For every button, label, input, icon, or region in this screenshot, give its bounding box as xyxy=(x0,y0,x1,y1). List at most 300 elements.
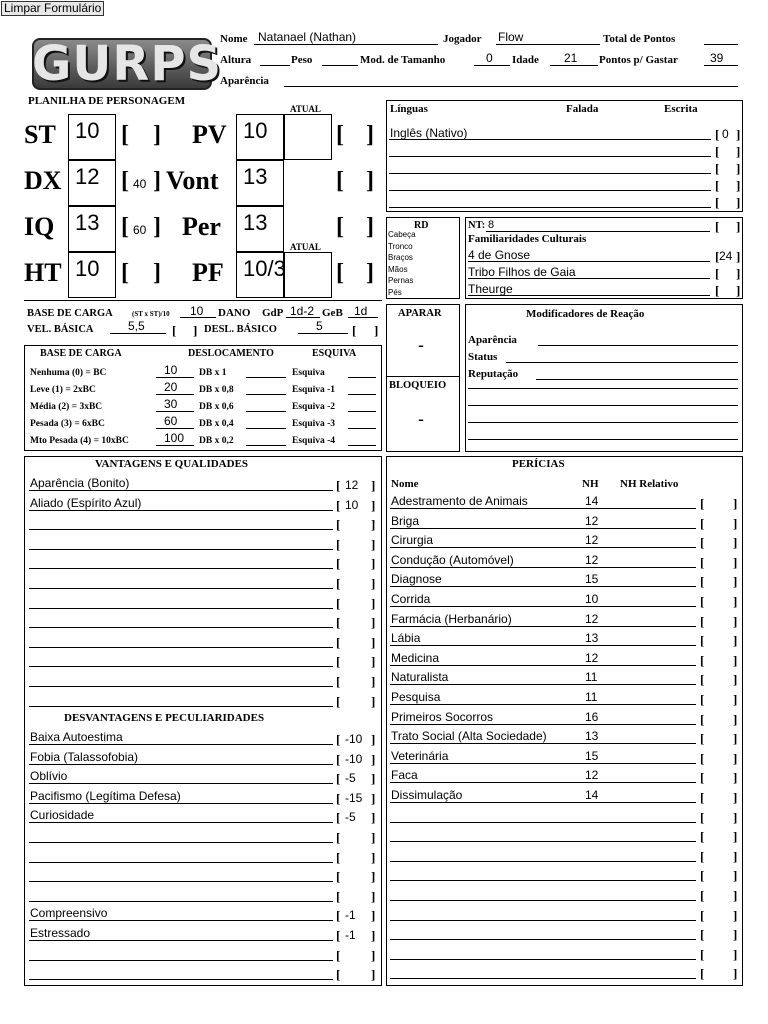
trait-cost[interactable]: -5 xyxy=(345,771,356,786)
attr-st-cost-open: [ xyxy=(121,122,129,148)
enc-row-label: Mto Pesada (4) = 10xBC xyxy=(30,436,129,446)
attr-dx-cost-open: [ xyxy=(121,168,129,194)
nt-cost-close: ] xyxy=(736,219,741,234)
skill-name: Briga xyxy=(391,513,420,528)
attr-st-value[interactable]: 10 xyxy=(68,114,116,160)
skill-cost-close: ] xyxy=(733,809,738,825)
culture-cost-open: [ xyxy=(715,249,720,264)
altura-field[interactable] xyxy=(260,53,290,66)
skill-cost-open: [ xyxy=(700,652,705,668)
peso-label: Peso xyxy=(291,54,313,66)
skill-cost-open: [ xyxy=(700,515,705,531)
trait-cost-close: ] xyxy=(371,732,376,747)
enc-row-esq-field[interactable] xyxy=(348,416,376,429)
trait-cost-open: [ xyxy=(336,556,341,572)
trait-name: Baixa Autoestima xyxy=(30,730,123,744)
gdp-value: 1d-2 xyxy=(290,304,315,318)
nome-value: Natanael (Nathan) xyxy=(258,30,357,44)
skill-name: Dissimulação xyxy=(391,788,463,802)
culture-cost-open: [ xyxy=(715,283,720,298)
skill-nh: 12 xyxy=(585,611,599,626)
trait-cost-open: [ xyxy=(336,790,341,806)
skill-cost-close: ] xyxy=(733,652,738,668)
skill-row[interactable] xyxy=(390,572,696,587)
trait-cost-close: ] xyxy=(371,536,376,552)
nt-cost-open: [ xyxy=(715,219,720,234)
skill-cost-close: ] xyxy=(733,829,738,845)
base-carga-field[interactable] xyxy=(180,305,216,318)
skill-row[interactable] xyxy=(390,631,696,646)
enc-row-esq: Esquiva xyxy=(292,368,325,378)
gdp-field[interactable] xyxy=(286,305,320,318)
culture-cost[interactable]: 24 xyxy=(719,249,733,263)
defenses-box xyxy=(386,304,460,452)
attr-pf-value[interactable]: 10/3 xyxy=(236,252,284,298)
skill-cost-close: ] xyxy=(733,613,738,629)
attr-pv-cost-open: [ xyxy=(336,122,344,148)
enc-row-db: DB x 0,2 xyxy=(199,436,234,446)
skill-cost-close: ] xyxy=(733,496,738,511)
vel-basica-label: VEL. BÁSICA xyxy=(27,324,94,335)
trait-cost-open: [ xyxy=(336,478,341,493)
mod-tamanho-field[interactable] xyxy=(474,53,510,66)
attr-iq-cost[interactable]: 60 xyxy=(133,223,147,237)
trait-row[interactable] xyxy=(29,828,333,843)
skill-cost-open: [ xyxy=(700,966,705,982)
skill-row[interactable] xyxy=(390,514,696,529)
trait-cost-close: ] xyxy=(371,595,376,611)
trait-cost-open: [ xyxy=(336,771,341,787)
trait-cost[interactable]: -5 xyxy=(345,810,356,825)
nt-value: 8 xyxy=(488,219,495,231)
skill-cost-close: ] xyxy=(733,594,738,609)
desl-cost-open: [ xyxy=(352,323,357,338)
culture-cost-close: ] xyxy=(736,266,741,281)
trait-row[interactable] xyxy=(29,613,333,628)
trait-row[interactable] xyxy=(29,672,333,687)
enc-row-desl-field[interactable] xyxy=(246,416,286,429)
skill-row[interactable] xyxy=(390,553,696,568)
vel-basica-field[interactable] xyxy=(110,321,166,334)
rd-part-label: Pernas xyxy=(388,276,414,285)
jogador-value: Flow xyxy=(498,30,524,44)
skill-nh: 12 xyxy=(585,513,599,528)
skill-row[interactable] xyxy=(390,533,696,548)
mod-tamanho-label: Mod. de Tamanho xyxy=(360,54,446,66)
total-label: Total de Pontos xyxy=(603,33,676,45)
skill-cost-open: [ xyxy=(700,594,705,609)
enc-row-value-text: 100 xyxy=(164,431,185,445)
reaction-field[interactable] xyxy=(536,367,738,380)
skills-header-nh: NH xyxy=(582,478,599,490)
skill-row[interactable] xyxy=(390,827,696,842)
altura-label: Altura xyxy=(220,54,252,66)
culture-name: Tribo Filhos de Gaia xyxy=(468,265,576,279)
skill-cost-close: ] xyxy=(733,692,738,707)
nome-label: Nome xyxy=(220,33,248,45)
skill-cost-open: [ xyxy=(700,692,705,707)
trait-cost-open: [ xyxy=(336,928,341,943)
skill-name: Veterinária xyxy=(391,748,449,763)
trait-cost[interactable]: -10 xyxy=(345,751,363,766)
reaction-label: Status xyxy=(468,351,498,363)
culture-name: 4 de Gnose xyxy=(468,248,531,262)
rd-part-label: Mãos xyxy=(388,264,408,274)
enc-row-value[interactable] xyxy=(156,382,194,395)
trait-row[interactable] xyxy=(29,750,333,765)
reaction-extra-line[interactable] xyxy=(468,405,738,406)
total-field[interactable] xyxy=(704,32,738,45)
skill-nh: 16 xyxy=(585,709,599,724)
trait-cost-close: ] xyxy=(371,790,376,806)
idade-value: 21 xyxy=(564,51,578,65)
enc-row-value[interactable] xyxy=(156,416,194,429)
language-row[interactable] xyxy=(389,143,711,157)
trait-row[interactable] xyxy=(29,730,333,745)
trait-cost-close: ] xyxy=(371,615,376,631)
trait-row[interactable] xyxy=(29,594,333,609)
skill-cost-open: [ xyxy=(700,868,705,884)
trait-cost-open: [ xyxy=(336,751,341,767)
trait-cost-open: [ xyxy=(336,967,341,983)
enc-row-esq: Esquiva -1 xyxy=(292,385,336,395)
skill-row[interactable] xyxy=(390,886,696,901)
idade-label: Idade xyxy=(512,54,539,66)
enc-row-db: DB x 0,8 xyxy=(199,385,234,395)
trait-cost-close: ] xyxy=(371,693,376,709)
trait-cost-open: [ xyxy=(336,869,341,885)
skill-name: Condução (Automóvel) xyxy=(391,552,514,567)
trait-cost-open: [ xyxy=(336,536,341,552)
enc-row-esq-field[interactable] xyxy=(348,399,376,412)
attr-vont-cost-open: [ xyxy=(336,168,344,194)
skill-row[interactable] xyxy=(390,964,696,979)
language-row[interactable] xyxy=(389,177,711,191)
enc-header-base: BASE DE CARGA xyxy=(40,348,122,359)
skill-row[interactable] xyxy=(390,651,696,666)
trait-cost-open: [ xyxy=(336,497,341,513)
reaction-extra-line[interactable] xyxy=(468,422,738,423)
skill-name: Diagnose xyxy=(391,572,442,587)
enc-row-db: DB x 1 xyxy=(199,368,227,378)
skill-cost-open: [ xyxy=(700,888,705,903)
skill-cost-open: [ xyxy=(700,574,705,590)
skill-row[interactable] xyxy=(390,612,696,627)
trait-cost-close: ] xyxy=(371,928,376,943)
skill-cost-close: ] xyxy=(733,946,738,962)
reaction-field[interactable] xyxy=(506,350,738,363)
skill-row[interactable] xyxy=(390,768,696,783)
language-row[interactable] xyxy=(389,194,711,208)
skill-cost-open: [ xyxy=(700,790,705,805)
enc-row-db: DB x 0,4 xyxy=(199,419,234,429)
trait-name: Fobia (Talassofobia) xyxy=(30,749,139,764)
skill-row[interactable] xyxy=(390,729,696,744)
rd-part-label: Cabeça xyxy=(388,230,416,239)
aparar-value[interactable]: - xyxy=(418,335,424,355)
languages-header-escrita: Escrita xyxy=(664,103,698,115)
trait-row[interactable] xyxy=(29,652,333,667)
skill-name: Farmácia (Herbanário) xyxy=(391,611,512,626)
trait-name: Estressado xyxy=(30,926,91,940)
mod-tamanho-value: 0 xyxy=(486,51,493,65)
enc-row-value[interactable] xyxy=(156,399,194,412)
enc-row-desl-field[interactable] xyxy=(246,399,286,412)
reaction-label: Reputação xyxy=(468,368,519,380)
attr-per-value[interactable]: 13 xyxy=(236,206,284,252)
enc-row-value[interactable] xyxy=(156,365,194,378)
trait-row[interactable] xyxy=(29,946,333,961)
geb-value: 1d xyxy=(354,304,368,318)
aparencia-field[interactable] xyxy=(284,74,738,87)
skill-nh: 10 xyxy=(585,592,599,606)
peso-field[interactable] xyxy=(322,53,358,66)
trait-cost-open: [ xyxy=(336,947,341,963)
skill-cost-close: ] xyxy=(733,770,738,786)
trait-cost-open: [ xyxy=(336,517,341,533)
attr-ht-label: HT xyxy=(24,258,62,287)
trait-cost[interactable]: -10 xyxy=(345,732,363,746)
enc-row-value[interactable] xyxy=(156,433,194,446)
trait-row[interactable] xyxy=(29,633,333,648)
reaction-title: Modificadores de Reação xyxy=(526,308,645,320)
base-carga-label: BASE DE CARGA xyxy=(27,308,113,319)
culture-row[interactable] xyxy=(468,282,710,296)
attr-iq-value[interactable]: 13 xyxy=(68,206,116,252)
desl-basico-field[interactable] xyxy=(298,321,348,334)
skill-cost-close: ] xyxy=(733,868,738,884)
bloqueio-label: BLOQUEIO xyxy=(389,380,447,391)
advantages-title: VANTAGENS E QUALIDADES xyxy=(95,458,249,470)
skill-cost-open: [ xyxy=(700,829,705,845)
nt-field[interactable] xyxy=(486,219,710,232)
trait-row[interactable] xyxy=(29,906,333,921)
skill-cost-close: ] xyxy=(733,907,738,923)
trait-row[interactable] xyxy=(29,769,333,784)
skill-cost-close: ] xyxy=(733,672,738,688)
skill-row[interactable] xyxy=(390,690,696,705)
enc-row-esq: Esquiva -2 xyxy=(292,402,336,412)
jogador-field[interactable] xyxy=(496,32,600,45)
culture-row[interactable] xyxy=(468,248,710,262)
trait-row[interactable] xyxy=(29,496,333,511)
reaction-extra-line[interactable] xyxy=(468,388,738,389)
skill-row[interactable] xyxy=(390,710,696,725)
pontos-gastar-field[interactable] xyxy=(704,53,738,66)
language-cost-close: ] xyxy=(736,127,741,142)
attr-dx-cost-close: ] xyxy=(153,168,161,194)
language-cost-close: ] xyxy=(736,144,741,159)
skill-name: Adestramento de Animais xyxy=(391,494,528,508)
trait-cost[interactable]: -1 xyxy=(345,928,356,942)
skill-row[interactable] xyxy=(390,847,696,862)
enc-row-label: Pesada (3) = 6xBC xyxy=(30,419,105,429)
trait-cost-close: ] xyxy=(371,830,376,845)
enc-row-desl-field[interactable] xyxy=(246,382,286,395)
enc-row-desl-field[interactable] xyxy=(246,365,286,378)
enc-row-desl-field[interactable] xyxy=(246,433,286,446)
trait-row[interactable] xyxy=(29,867,333,882)
trait-cost-close: ] xyxy=(371,634,376,650)
skill-cost-close: ] xyxy=(733,574,738,590)
clear-form-button[interactable]: Limpar Formulário xyxy=(1,1,104,16)
skill-row[interactable] xyxy=(390,945,696,960)
trait-name: Oblívio xyxy=(30,769,68,784)
enc-row-value-text: 30 xyxy=(164,397,178,411)
attr-pf-label: PF xyxy=(192,258,224,287)
skill-cost-open: [ xyxy=(700,633,705,649)
trait-cost-close: ] xyxy=(371,967,376,983)
skill-row[interactable] xyxy=(390,494,696,509)
language-cost-open: [ xyxy=(715,161,720,176)
skill-nh: 15 xyxy=(585,572,599,587)
geb-label: GeB xyxy=(322,307,343,319)
trait-cost-close: ] xyxy=(371,654,376,670)
trait-cost-open: [ xyxy=(336,888,341,904)
attr-vont-value[interactable]: 13 xyxy=(236,160,284,206)
culture-cost-close: ] xyxy=(736,249,741,264)
trait-row[interactable] xyxy=(29,692,333,707)
skill-cost-open: [ xyxy=(700,496,705,511)
enc-row-db: DB x 0,6 xyxy=(199,402,234,412)
trait-row[interactable] xyxy=(29,965,333,980)
trait-row[interactable] xyxy=(29,808,333,823)
attr-dx-value[interactable]: 12 xyxy=(68,160,116,206)
trait-cost[interactable]: 12 xyxy=(345,478,359,492)
skill-row[interactable] xyxy=(390,670,696,685)
skill-nh: 13 xyxy=(585,729,599,744)
skill-nh: 11 xyxy=(585,670,598,685)
trait-row[interactable] xyxy=(29,515,333,530)
reaction-extra-line[interactable] xyxy=(468,439,738,440)
culture-cost-open: [ xyxy=(715,266,720,281)
skill-row[interactable] xyxy=(390,906,696,921)
attr-iq-cost-open: [ xyxy=(121,214,129,240)
trait-cost-close: ] xyxy=(371,576,376,591)
trait-cost-close: ] xyxy=(371,888,376,904)
vel-basica-value: 5,5 xyxy=(128,319,145,333)
attr-ht-value[interactable]: 10 xyxy=(68,252,116,298)
attr-pv-value[interactable]: 10 xyxy=(236,114,284,160)
skill-cost-open: [ xyxy=(700,672,705,688)
trait-row[interactable] xyxy=(29,554,333,569)
enc-row-esq: Esquiva -3 xyxy=(292,419,336,429)
skill-row[interactable] xyxy=(390,749,696,764)
culture-title: Familiaridades Culturais xyxy=(468,233,587,245)
attr-per-label: Per xyxy=(182,212,221,241)
attr-st-label: ST xyxy=(24,120,56,149)
language-cost[interactable]: 0 xyxy=(722,127,729,141)
language-row[interactable] xyxy=(389,160,711,174)
trait-row[interactable] xyxy=(29,574,333,589)
enc-row-esq-field[interactable] xyxy=(348,365,376,378)
trait-row[interactable] xyxy=(29,887,333,902)
trait-cost-open: [ xyxy=(336,576,341,591)
desl-basico-label: DESL. BÁSICO xyxy=(204,324,277,335)
trait-row[interactable] xyxy=(29,848,333,863)
skill-row[interactable] xyxy=(390,925,696,940)
trait-cost[interactable]: 10 xyxy=(345,497,359,512)
base-carga-value: 10 xyxy=(190,304,204,318)
skill-cost-open: [ xyxy=(700,848,705,864)
pf-atual-box[interactable] xyxy=(284,252,332,298)
trait-cost-close: ] xyxy=(371,478,376,493)
desl-basico-value: 5 xyxy=(316,319,323,333)
rd-label: RD xyxy=(414,220,429,231)
skill-name: Faca xyxy=(391,768,418,783)
language-cost-open: [ xyxy=(715,195,720,210)
skill-name: Corrida xyxy=(391,592,431,606)
gurps-logo-text: GURPS xyxy=(32,36,223,92)
rd-part-label: Tronco xyxy=(388,241,413,251)
bloqueio-value[interactable]: - xyxy=(418,409,424,429)
enc-row-esq-field[interactable] xyxy=(348,382,376,395)
skill-nh: 12 xyxy=(585,552,599,567)
skill-name: Pesquisa xyxy=(391,690,441,704)
skill-cost-close: ] xyxy=(733,927,738,943)
language-cost-close: ] xyxy=(736,178,741,193)
skill-row[interactable] xyxy=(390,866,696,881)
trait-cost-open: [ xyxy=(336,693,341,709)
trait-row[interactable] xyxy=(29,926,333,941)
pontos-gastar-label: Pontos p/ Gastar xyxy=(599,54,678,66)
trait-row[interactable] xyxy=(29,476,333,491)
skill-cost-close: ] xyxy=(733,711,738,727)
trait-cost-open: [ xyxy=(336,615,341,631)
idade-field[interactable] xyxy=(550,53,598,66)
skill-row[interactable] xyxy=(390,788,696,803)
language-row[interactable] xyxy=(389,126,711,140)
skill-cost-open: [ xyxy=(700,770,705,786)
trait-row[interactable] xyxy=(29,535,333,550)
skills-title: PERÍCIAS xyxy=(512,458,565,470)
attr-dx-label: DX xyxy=(24,166,62,195)
skill-cost-open: [ xyxy=(700,907,705,923)
skill-row[interactable] xyxy=(390,808,696,823)
trait-cost-open: [ xyxy=(336,908,341,924)
skill-cost-close: ] xyxy=(733,750,738,766)
pv-atual-box[interactable] xyxy=(284,114,332,160)
attr-vont-cost-close: ] xyxy=(366,168,374,194)
skill-cost-open: [ xyxy=(700,731,705,747)
reaction-field[interactable] xyxy=(538,333,738,346)
trait-cost-open: [ xyxy=(336,830,341,845)
sheet-title: PLANILHA DE PERSONAGEM xyxy=(28,95,186,107)
enc-row-value-text: 10 xyxy=(164,363,178,377)
skill-nh: 14 xyxy=(585,494,599,508)
aparar-label: APARAR xyxy=(398,308,442,319)
trait-cost[interactable]: -15 xyxy=(345,790,363,805)
trait-cost-open: [ xyxy=(336,654,341,670)
trait-cost[interactable]: -1 xyxy=(345,908,356,923)
skill-cost-open: [ xyxy=(700,946,705,962)
jogador-label: Jogador xyxy=(443,33,482,45)
skill-row[interactable] xyxy=(390,592,696,607)
culture-row[interactable] xyxy=(468,265,710,279)
enc-row-label: Nenhuma (0) = BC xyxy=(30,368,107,378)
skill-cost-close: ] xyxy=(733,535,738,551)
attr-pv-cost-close: ] xyxy=(366,122,374,148)
attr-dx-cost[interactable]: 40 xyxy=(133,177,147,191)
enc-row-esq-field[interactable] xyxy=(348,433,376,446)
rd-part-label: Braços xyxy=(388,253,413,262)
trait-cost-open: [ xyxy=(336,595,341,611)
nome-field[interactable] xyxy=(254,32,438,45)
culture-name: Theurge xyxy=(468,282,513,296)
trait-row[interactable] xyxy=(29,789,333,804)
language-cost-open: [ xyxy=(715,127,720,142)
geb-field[interactable] xyxy=(348,305,378,318)
